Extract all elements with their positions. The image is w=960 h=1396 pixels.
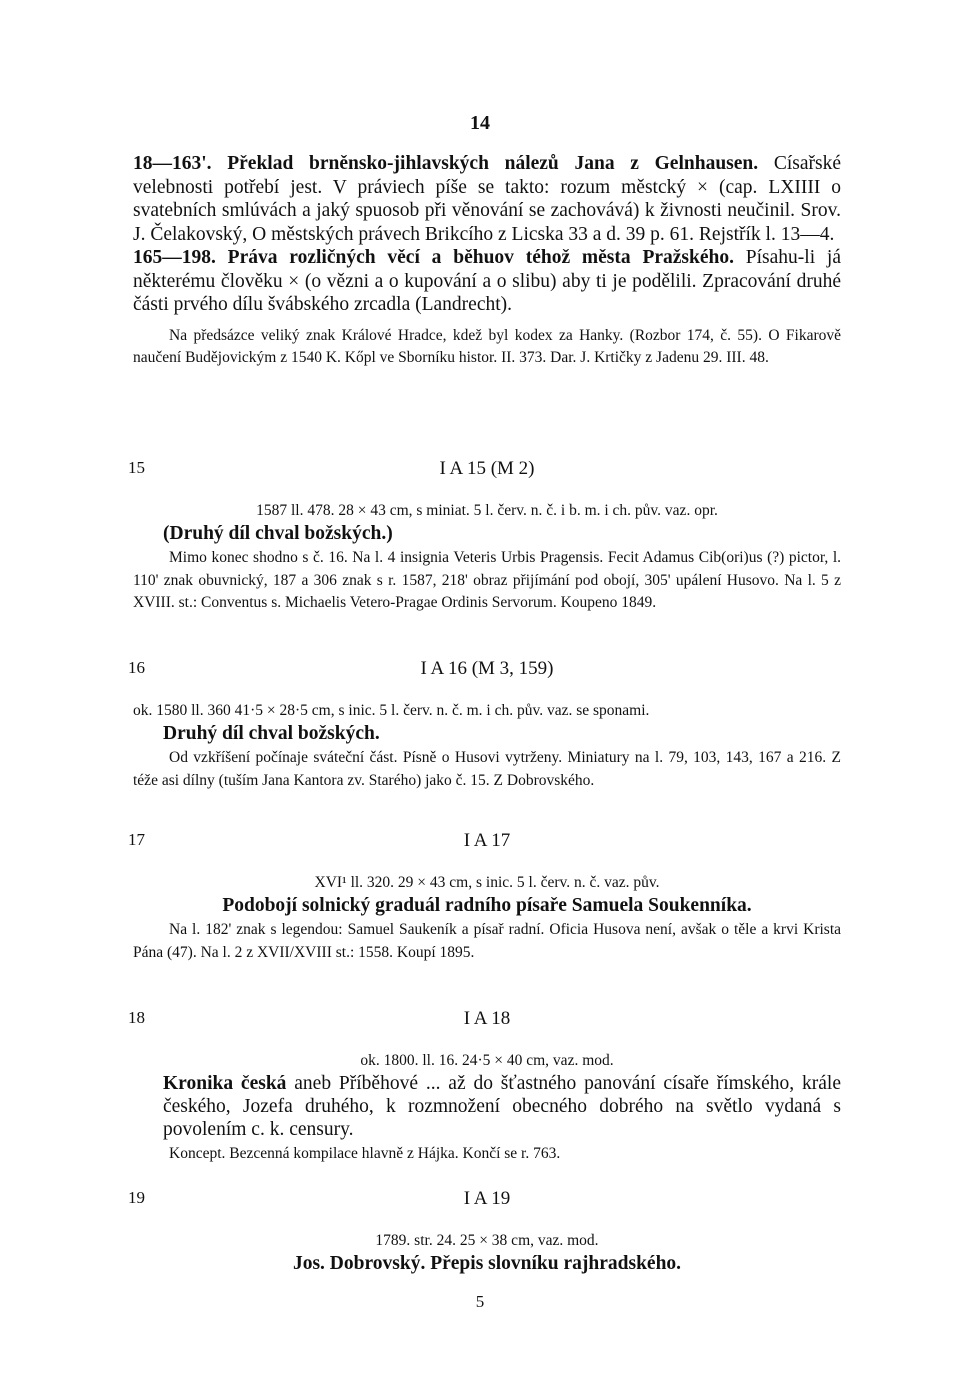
entry-physical-description: 1587 ll. 478. 28 × 43 cm, s miniat. 5 l. červ. n. č. i b. m. i ch. pův. vaz. opr.	[256, 502, 718, 519]
continuation-note: Na předsázce veliký znak Králové Hradce, kdež byl kodex za Hanky. (Rozbor 174, č. 55). O Fikarově naučení Budějovickým z 1540 K. Kőpl ve Sborníku histor. II. 373. Dar. J. Krtičky z Jadenu 29. III. 48.	[133, 326, 841, 366]
catalog-entry-15	[128, 458, 841, 615]
entry-title	[133, 1072, 841, 1141]
page-number: 14	[470, 112, 490, 134]
entry-signature: I A 17	[463, 830, 511, 851]
entry-physical-description: XVI¹ ll. 320. 29 × 43 cm, s inic. 5 l. červ. n. č. vaz. pův.	[314, 874, 660, 891]
entry-note: Koncept. Bezcenná kompilace hlavně z Hájka. Končí se r. 763.	[169, 1145, 561, 1162]
section-range-title: 18—163'. Překlad brněnsko-jihlavských nálezů Jana z Gelnhausen.	[133, 153, 759, 174]
section-range-text: Písahu-li já některému člověku × (o vězni a o kupování a o slibu) aby ti je podělili. Zpracování druhé části prvého dílu švábského zrcadla (Landrecht).	[133, 247, 842, 315]
entry-header	[128, 458, 841, 486]
continuation-paragraph-1	[133, 152, 841, 246]
entry-physical-description: 1789. str. 24. 25 × 38 cm, vaz. mod.	[375, 1232, 599, 1249]
entry-number: 19	[128, 1188, 145, 1207]
entry-physical-description: ok. 1800. ll. 16. 24·5 × 40 cm, vaz. mod.	[360, 1052, 614, 1069]
entry-note: Od vzkříšení počínaje sváteční část. Písně o Husovi vytrženy. Miniatury na l. 79, 103, 143, 167 a 216. Z téže asi dílny (tuším Jana Kantora zv. Starého) jako č. 15. Z Dobrovského.	[133, 749, 841, 789]
entry-physical-description: ok. 1580 ll. 360 41·5 × 28·5 cm, s inic. 5 l. červ. n. č. m. i ch. pův. vaz. se sponami.	[133, 702, 650, 719]
continuation-paragraph-2	[133, 246, 841, 317]
entry-signature: I A 15 (M 2)	[439, 458, 535, 479]
entry-signature: I A 18	[463, 1008, 511, 1029]
entry-title: Jos. Dobrovský. Přepis slovníku rajhradského.	[292, 1253, 682, 1274]
section-range-text: Císařské velebnosti potřebí jest. V práviech píše se takto: rozum městcký × (cap. LXIIII o svatebních smlúvách a jaký spuosob při věnování se zachovává) k živnosti neučinil. Srov. J. Čelakovský, O městských právech Brikcího z Licska 33 a d. 39 p. 61. Rejstřík l. 13—4.	[133, 153, 841, 245]
footer-signature: 5	[475, 1292, 485, 1311]
entry-header	[128, 1188, 841, 1216]
catalog-entry-16	[128, 658, 841, 792]
entry-number: 16	[128, 658, 145, 677]
section-range-title: 165—198. Práva rozličných věcí a běhuov téhož města Pražského.	[133, 247, 734, 268]
entry-header	[128, 658, 841, 686]
entry-title-bold: Kronika česká	[163, 1073, 287, 1094]
continuation-block	[133, 152, 841, 369]
entry-header	[128, 1008, 841, 1036]
entry-title: (Druhý díl chval božských.)	[163, 523, 393, 544]
entry-title: Druhý díl chval božských.	[163, 723, 380, 744]
entry-header	[128, 830, 841, 858]
entry-number: 18	[128, 1008, 145, 1027]
entry-signature: I A 19	[463, 1188, 511, 1209]
catalog-entry-17	[128, 830, 841, 964]
entry-note: Mimo konec shodno s č. 16. Na l. 4 insignia Veteris Urbis Pragensis. Fecit Adamus Cib(ori)us (?) pictor, l. 110' znak obuvnický, 187 a 306 znak s r. 1587, 218' obraz přijímání pod obojí, 305' upálení Husovo. Na l. 5 z XVIII. st.: Conventus s. Michaelis Vetero-Pragae Ordinis Servorum. Koupeno 1849.	[133, 549, 841, 611]
catalog-entry-19	[128, 1188, 841, 1275]
entry-number: 17	[128, 830, 145, 849]
entry-signature: I A 16 (M 3, 159)	[420, 658, 554, 679]
entry-title: Podobojí solnický graduál radního písaře Samuela Soukenníka.	[222, 895, 752, 916]
entry-number: 15	[128, 458, 145, 477]
entry-note: Na l. 182' znak s legendou: Samuel Saukeník a písař radní. Oficia Husova není, avšak o těle a krvi Krista Pána (47). Na l. 2 z XVII/XVIII st.: 1558. Koupí 1895.	[133, 921, 841, 961]
catalog-entry-18	[128, 1008, 841, 1166]
entry-title-rest: aneb Příběhové ... až do šťastného panování císaře římského, krále českého, Jozefa druhého, k rozmnožení obecného dobrého na světlo vydaná s povolením c. k. censury.	[163, 1073, 841, 1140]
